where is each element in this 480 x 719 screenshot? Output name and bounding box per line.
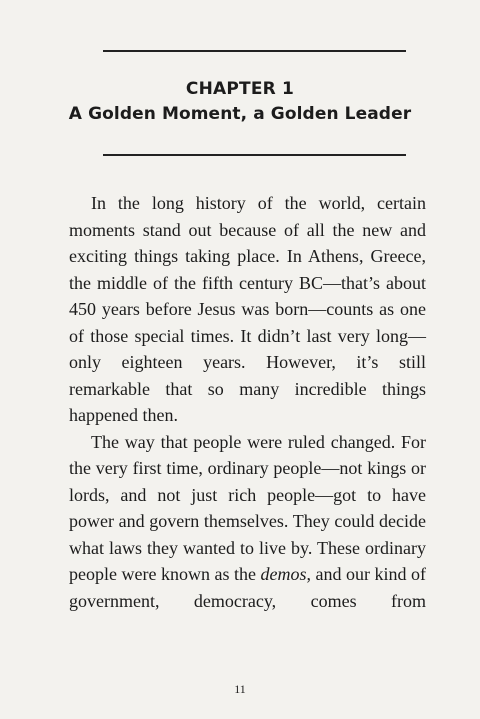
paragraph-2-text-after: , and our kind of government, democracy, comes from bbox=[69, 564, 426, 611]
page-number: 11 bbox=[234, 682, 246, 696]
paragraph-2 bbox=[69, 429, 426, 615]
chapter-label: CHAPTER 1 bbox=[185, 79, 295, 99]
chapter-title: A Golden Moment, a Golden Leader bbox=[68, 104, 412, 124]
paragraph-1 bbox=[69, 190, 426, 429]
paragraph-2-text-before: The way that people were ruled changed. For the very first time, ordinary people—not kings or lords, and not just rich people—got to have power and govern themselves. They could decide what laws they wanted to live by. These ordinary people were known as the bbox=[69, 431, 426, 584]
body-text bbox=[69, 190, 426, 614]
top-rule bbox=[103, 50, 406, 52]
demos-emphasis: demos bbox=[260, 564, 307, 584]
paragraph-1-text: In the long history of the world, certain moments stand out because of all the new and exciting things taking place. In Athens, Greece, the middle of the fifth century BC—that’s about 450 years before Jesus was born—counts as one of those special times. It didn’t last very long—only eighteen years. However, it’s still remarkable that so many incredible things happened then. bbox=[69, 193, 426, 425]
bottom-rule bbox=[103, 154, 406, 156]
